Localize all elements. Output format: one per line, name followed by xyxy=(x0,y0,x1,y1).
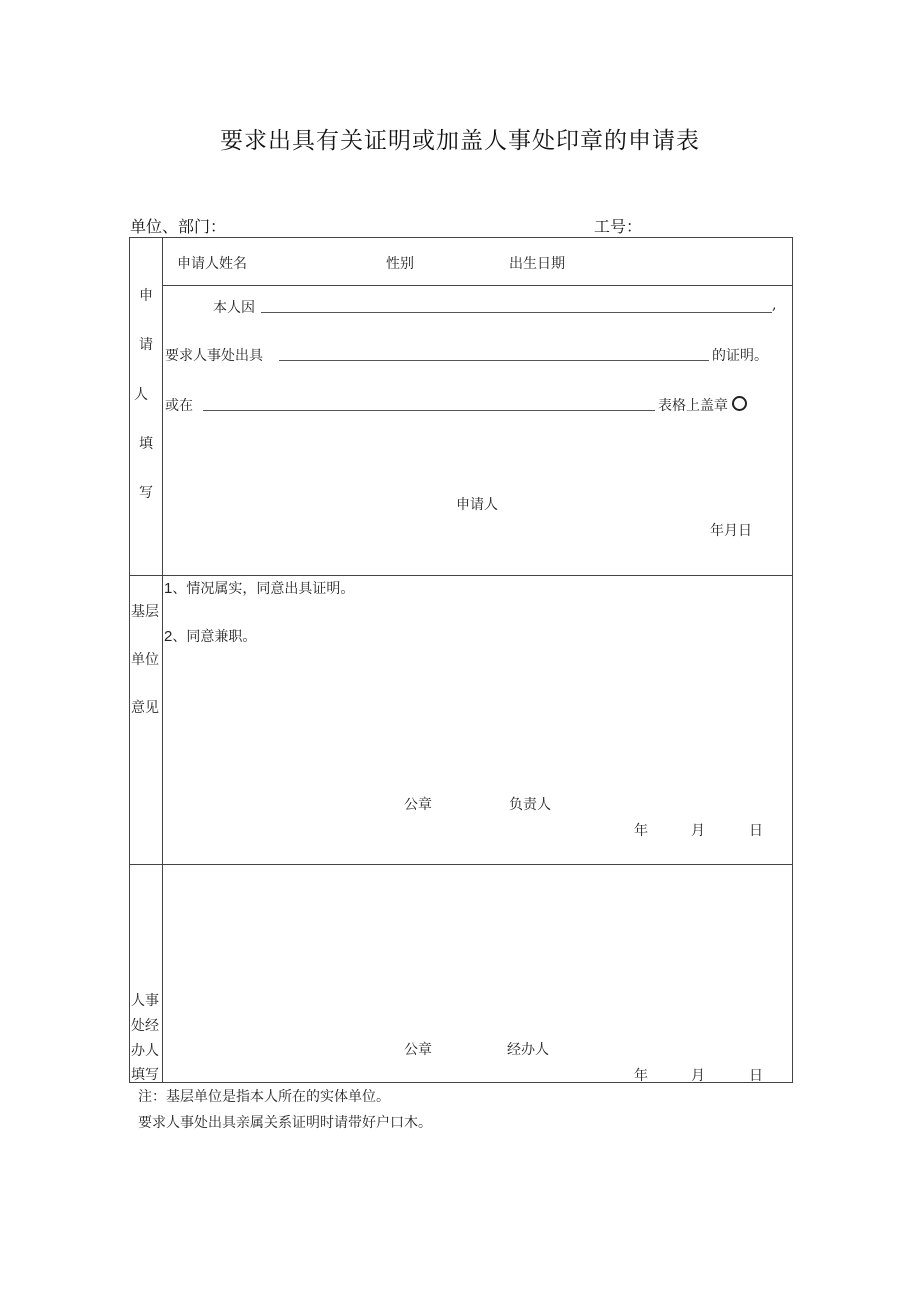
label-column-divider xyxy=(162,237,163,1083)
unit-option-2 xyxy=(164,626,256,646)
table-right-border xyxy=(792,237,793,1083)
table-top-border xyxy=(129,237,793,238)
reason-suffix: , xyxy=(772,297,777,313)
reason-prefix: 本人因 xyxy=(213,300,255,316)
applicant-signature-label: 申请人 xyxy=(456,497,498,513)
unit-day-label: 日 xyxy=(749,823,763,839)
hr-year-label: 年 xyxy=(634,1068,648,1084)
side-label-line: 人事 xyxy=(131,993,159,1009)
applicant-name-label: 申请人姓名 xyxy=(177,256,247,272)
option-2-number: 2 xyxy=(164,628,173,645)
note-2: 要求人事处出具亲属关系证明时请带好户口木。 xyxy=(138,1115,432,1131)
page-title: 要求出具有关证明或加盖人事处印章的申请表 xyxy=(220,128,700,154)
note-1: 注：基层单位是指本人所在的实体单位。 xyxy=(138,1089,390,1105)
section-divider-2 xyxy=(129,864,793,865)
reason-fill-line[interactable] xyxy=(261,312,772,313)
option-2-text: 、同意兼职。 xyxy=(172,629,257,645)
applicant-date-label: 年月日 xyxy=(710,523,752,539)
side-label-char: 填 xyxy=(139,436,153,452)
unit-month-label: 月 xyxy=(691,823,705,839)
side-label-char: 申 xyxy=(139,288,153,304)
section-divider-1 xyxy=(129,575,793,576)
table-left-border xyxy=(129,237,130,1083)
side-label-line: 意见 xyxy=(131,700,159,716)
side-label-line: 办人 xyxy=(131,1043,159,1059)
circle-icon xyxy=(732,396,747,411)
birth-date-label: 出生日期 xyxy=(509,256,565,272)
or-prefix: 或在 xyxy=(165,398,193,414)
stamp-form-label: 表格上盖章 xyxy=(658,398,728,414)
request-prefix: 要求人事处出具 xyxy=(165,348,263,364)
unit-option-1 xyxy=(164,578,354,598)
request-suffix: 的证明。 xyxy=(712,348,768,364)
handler-label: 经办人 xyxy=(507,1042,549,1058)
side-label-char: 写 xyxy=(139,485,153,501)
hr-seal-label: 公章 xyxy=(404,1042,432,1058)
side-label-line: 填写 xyxy=(131,1067,159,1083)
hr-day-label: 日 xyxy=(749,1068,763,1084)
staff-number-label: 工号： xyxy=(594,217,643,236)
side-label-line: 单位 xyxy=(131,652,159,668)
gender-label: 性别 xyxy=(386,256,414,272)
certificate-fill-line[interactable] xyxy=(279,360,709,361)
side-label-line: 基层 xyxy=(131,604,159,620)
side-label-char: 人 xyxy=(134,387,148,403)
unit-seal-label: 公章 xyxy=(404,797,432,813)
side-label-line: 处经 xyxy=(131,1018,159,1034)
unit-department-label: 单位、部门： xyxy=(130,217,227,236)
option-1-number: 1 xyxy=(164,580,173,597)
responsible-person-label: 负责人 xyxy=(509,797,551,813)
form-fill-line[interactable] xyxy=(203,410,655,411)
hr-month-label: 月 xyxy=(691,1068,705,1084)
unit-year-label: 年 xyxy=(634,823,648,839)
name-row-divider xyxy=(162,285,793,286)
or-suffix xyxy=(658,395,747,415)
option-1-text: 、情况属实，同意出具证明。 xyxy=(172,581,355,597)
side-label-char: 请 xyxy=(139,337,153,353)
